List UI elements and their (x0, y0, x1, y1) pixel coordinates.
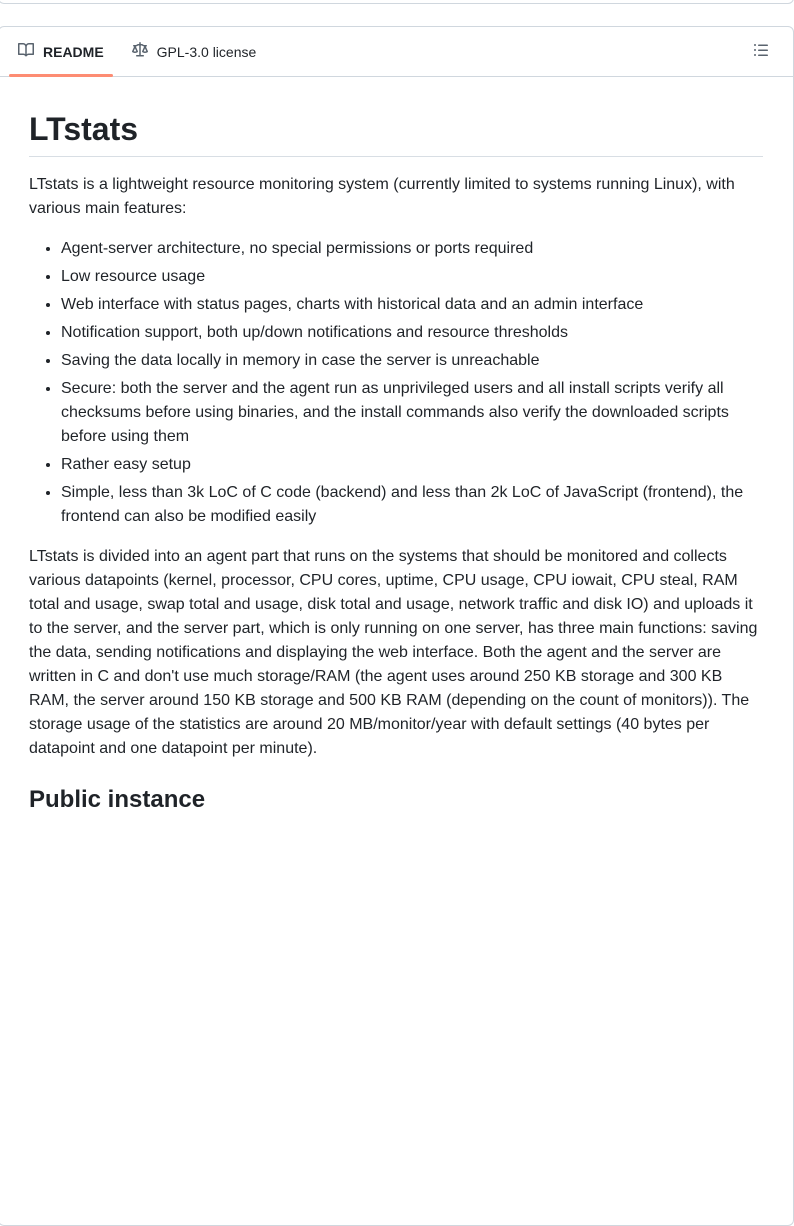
list-item: • Notification support, both up/down notifications and resource thresholds (61, 321, 763, 345)
file-list-box-bottom-edge (0, 0, 794, 4)
next-section-heading: Public instance (29, 786, 206, 813)
tab-license[interactable] (123, 27, 266, 76)
description-paragraph: LTstats is divided into an agent part that runs on the systems that should be monitored and collects various datapoints (kernel, processor, CPU cores, uptime, CPU usage, CPU iowait, CPU steal, RAM total and usage, swap total and usage, disk total and usage, network traffic and disk IO) and uploads it to the server, and the server part, which is only running on one server, has three main functions: saving the data, sending notifications and displaying the web interface. Both the agent and the server are written in C and don't use much storage/RAM (the agent uses around 250 KB storage and 300 KB RAM, the server around 150 KB storage and 500 KB RAM (depending on the count of monitors)). The storage usage of the statistics are around 20 MB/monitor/year with default settings (40 bytes per datapoint and one datapoint per minute). (29, 548, 758, 757)
list-item: • Web interface with status pages, charts with historical data and an admin interface (61, 293, 763, 317)
intro-paragraph: LTstats is a lightweight resource monitoring system (currently limited to systems running Linux), with various main features: (29, 176, 735, 217)
list-item: • Rather easy setup (61, 453, 763, 477)
tab-readme-label: README (43, 43, 104, 60)
list-item: • Low resource usage (61, 265, 763, 289)
features-list (29, 237, 763, 529)
book-icon (18, 42, 34, 61)
list-unordered-icon (753, 42, 769, 61)
law-icon (132, 42, 148, 61)
list-item: • Agent-server architecture, no special permissions or ports required (61, 237, 763, 261)
tab-license-label: GPL-3.0 license (156, 43, 257, 60)
readme-tabs-bar (0, 27, 793, 77)
tabs-bar-spacer (265, 27, 745, 76)
active-tab-underline (9, 74, 113, 77)
list-item: • Saving the data locally in memory in case the server is unreachable (61, 349, 763, 373)
readme-container (0, 26, 794, 1226)
list-item: • Secure: both the server and the agent run as unprivileged users and all install scripts verify all checksums before using binaries, and the install commands also verify the downloaded scripts before using them (61, 377, 763, 449)
outline-toggle-button[interactable] (745, 36, 777, 68)
readme-content (0, 77, 793, 855)
readme-title: LTstats (29, 109, 763, 157)
list-item: • Simple, less than 3k LoC of C code (backend) and less than 2k LoC of JavaScript (frontend), the frontend can also be modified easily (61, 481, 763, 529)
tab-readme[interactable] (9, 27, 113, 76)
